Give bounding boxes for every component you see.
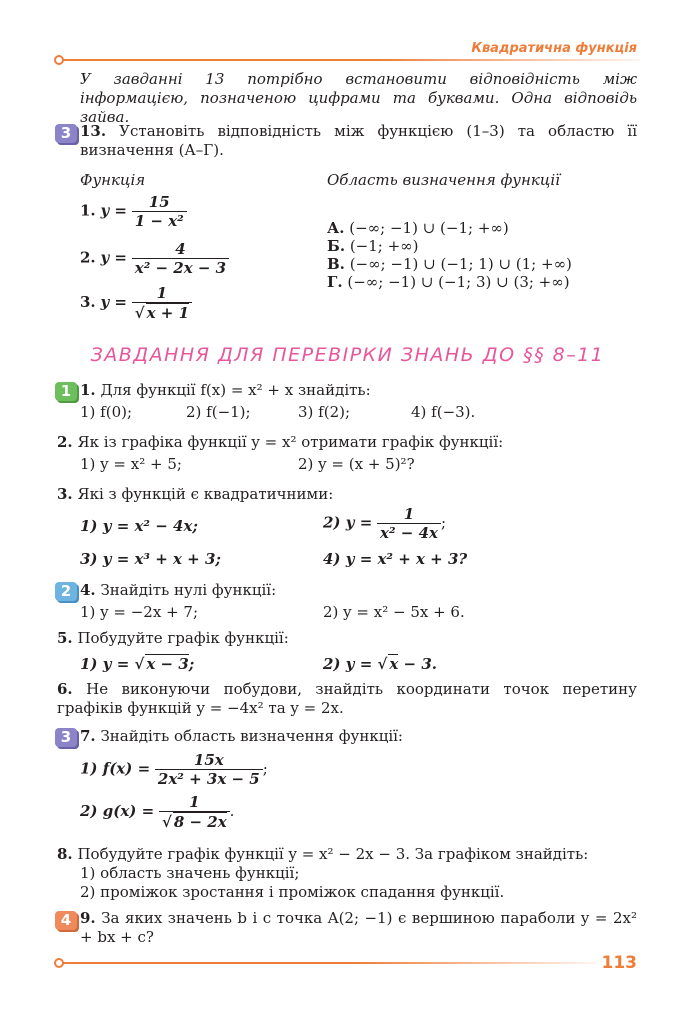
- fraction: $\frac{1}{\text{x² − 4x}}$: [377, 505, 441, 542]
- level-1-badge-icon: 1: [55, 382, 77, 401]
- level-3-badge-icon: 3: [55, 124, 77, 143]
- fraction: $\frac{15x}{\text{2x² + 3x − 5}}$: [155, 751, 263, 788]
- domain-option-g: Г. (−∞; −1) ∪ (−1; 3) ∪ (3; +∞): [327, 273, 570, 291]
- domain-option-v: В. (−∞; −1) ∪ (−1; 1) ∪ (1; +∞): [327, 255, 572, 273]
- fraction: $\frac{15}{\text{1 − x²}}$: [132, 193, 187, 230]
- function-item-3: 3. y = $\frac{1}{√ x + 1}$: [80, 284, 192, 322]
- level-4-badge-icon: 4: [55, 911, 77, 930]
- header-rule: [57, 59, 640, 61]
- fraction: $\frac{1}{√ 8 - 2x}$: [159, 793, 230, 831]
- task-7-item-2: 2) g(x) = $\frac{1}{√ 8 - 2x}$ .: [80, 793, 235, 831]
- task-6: 6. Не виконуючи побудови, знайдіть координати точок перетину графіків функцій y = −4x² та y = 2x.: [57, 680, 637, 717]
- task-text: Установіть відповідність між функцією (1–3) та областю її визначення (А–Г).: [80, 122, 637, 159]
- task-8-item-1: 1) область значень функції;: [80, 864, 300, 882]
- task-3-item-1: 1) y = x² − 4x;: [80, 517, 198, 535]
- task-1: 1. Для функції f(x) = x² + x знайдіть:: [80, 381, 371, 399]
- fraction: $\frac{1}{√ x + 1}$: [132, 284, 192, 322]
- task-1-item-3: 3) f(2);: [298, 403, 351, 421]
- task-4-item-2: 2) y = x² − 5x + 6.: [323, 603, 465, 621]
- task-1-item-4: 4) f(−3).: [411, 403, 476, 421]
- task-5: 5. Побудуйте графік функції:: [57, 629, 289, 647]
- function-item-1: 1. y = $\frac{15}{\text{1 − x²}}$: [80, 193, 187, 230]
- domain-option-a: А. (−∞; −1) ∪ (−1; +∞): [327, 219, 509, 237]
- function-item-2: 2. y = $\frac{4}{\text{x² − 2x − 3}}$: [80, 240, 229, 277]
- task-4-item-1: 1) y = −2x + 7;: [80, 603, 199, 621]
- task-9: 9. За яких значень b і c точка A(2; −1) є вершиною параболи y = 2x² + bx + c?: [80, 909, 637, 946]
- intro-text: У завданні 13 потрібно встановити відповідність між інформацією, позначеною цифрами та буквами. Одна відповідь зайва.: [80, 70, 637, 126]
- task-2-item-2: 2) y = (x + 5)²?: [298, 455, 415, 473]
- column-header-domain: Область визначення функції: [327, 171, 560, 189]
- task-3-item-3: 3) y = x³ + x + 3;: [80, 550, 221, 568]
- task-8: 8. Побудуйте графік функції y = x² − 2x − 3. За графіком знайдіть:: [57, 845, 589, 863]
- task-7: 7. Знайдіть область визначення функції:: [80, 727, 403, 745]
- page-number: 113: [601, 953, 637, 973]
- domain-option-b: Б. (−1; +∞): [327, 237, 419, 255]
- task-4: 4. Знайдіть нулі функції:: [80, 581, 277, 599]
- task-1-item-1: 1) f(0);: [80, 403, 133, 421]
- task-5-item-2: 2) y = √ x − 3.: [323, 655, 437, 673]
- task-3-item-2: 2) y = $\frac{1}{\text{x² − 4x}}$ ;: [323, 505, 447, 542]
- footer-rule: [57, 962, 597, 964]
- task-1-item-2: 2) f(−1);: [186, 403, 251, 421]
- task-number: 13.: [80, 122, 107, 140]
- task-3: 3. Які з функцій є квадратичними:: [57, 485, 334, 503]
- level-2-badge-icon: 2: [55, 582, 77, 601]
- running-header: Квадратична функція: [471, 41, 637, 56]
- task-5-item-1: 1) y = √ x − 3;: [80, 655, 195, 673]
- fraction: $\frac{4}{\text{x² − 2x − 3}}$: [132, 240, 229, 277]
- task-2: 2. Як із графіка функції y = x² отримати графік функції:: [57, 433, 504, 451]
- header-rule-dot-icon: [54, 55, 64, 65]
- task-13: [80, 122, 637, 160]
- column-header-function: Функція: [80, 171, 146, 189]
- task-2-item-1: 1) y = x² + 5;: [80, 455, 182, 473]
- task-7-item-1: 1) f(x) = $\frac{15x}{\text{2x² + 3x − 5}}$ ;: [80, 751, 268, 788]
- task-3-item-4: 4) y = x² + x + 3?: [323, 550, 468, 568]
- level-3-badge-icon: 3: [55, 728, 77, 747]
- footer-rule-dot-icon: [54, 958, 64, 968]
- section-title: ЗАВДАННЯ ДЛЯ ПЕРЕВІРКИ ЗНАНЬ ДО §§ 8–11: [90, 344, 605, 366]
- task-8-item-2: 2) проміжок зростання і проміжок спадання функції.: [80, 883, 505, 901]
